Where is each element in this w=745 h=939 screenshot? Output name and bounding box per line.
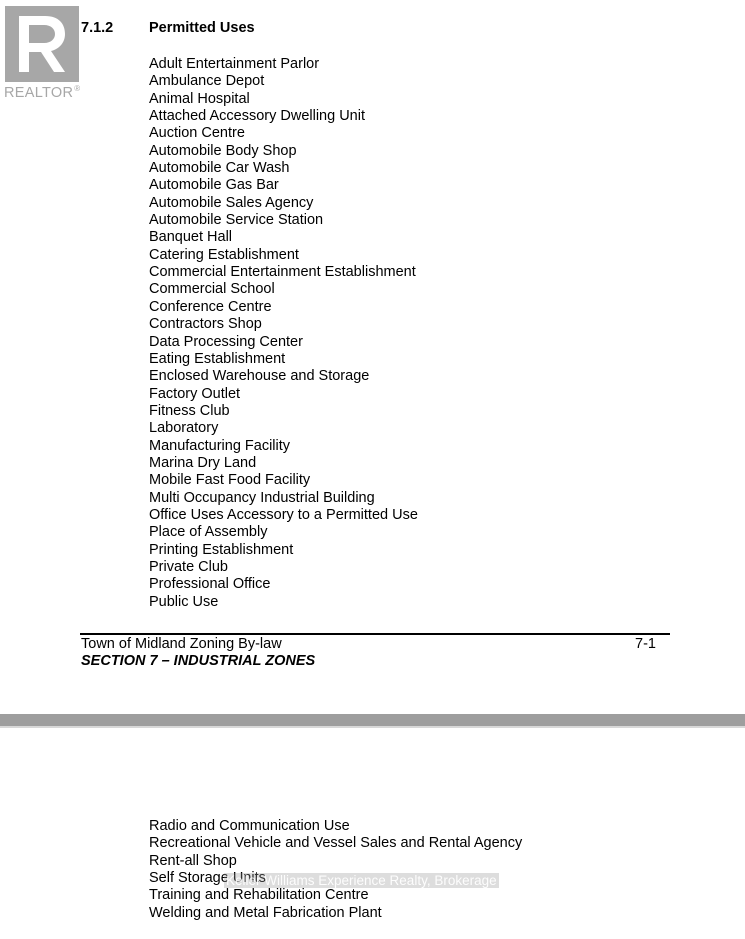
list-item: Commercial Entertainment Establishment (149, 264, 416, 281)
footer-divider (80, 633, 670, 635)
list-item: Public Use (149, 593, 219, 610)
list-item: Contractors Shop (149, 316, 262, 333)
realtor-logo-box (5, 6, 79, 82)
list-item: Multi Occupancy Industrial Building (149, 489, 375, 506)
list-item: Fitness Club (149, 402, 230, 419)
footer-section-title: SECTION 7 – INDUSTRIAL ZONES (81, 653, 316, 669)
list-item: Attached Accessory Dwelling Unit (149, 108, 365, 125)
list-item: Printing Establishment (149, 541, 294, 558)
realtor-logo (4, 6, 90, 102)
list-item: Recreational Vehicle and Vessel Sales and Rental Agency (149, 835, 523, 852)
list-item: Ambulance Depot (149, 73, 265, 90)
section-number: 7.1.2 (81, 20, 114, 36)
list-item: Laboratory (149, 420, 219, 437)
permitted-uses-list-continued (149, 818, 522, 922)
list-item: Radio and Communication Use (149, 818, 350, 834)
list-item: Commercial School (149, 281, 275, 298)
list-item: Welding and Metal Fabrication Plant (149, 904, 382, 921)
page-separator (0, 714, 745, 726)
list-item: Data Processing Center (149, 333, 303, 350)
permitted-uses-list (149, 56, 418, 611)
realtor-r-icon (5, 6, 79, 82)
list-item: Place of Assembly (149, 524, 268, 541)
list-item: Banquet Hall (149, 229, 233, 246)
brokerage-watermark: Keller Williams Experience Realty, Brokerage (226, 873, 497, 888)
list-item: Marina Dry Land (149, 454, 257, 471)
list-item: Professional Office (149, 576, 271, 593)
list-item: Eating Establishment (149, 350, 286, 367)
list-item: Automobile Service Station (149, 212, 324, 229)
list-item: Training and Rehabilitation Centre (149, 887, 369, 904)
footer-document-title: Town of Midland Zoning By-law (81, 636, 282, 652)
list-item: Private Club (149, 558, 228, 575)
list-item: Adult Entertainment Parlor (149, 56, 320, 72)
list-item: Office Uses Accessory to a Permitted Use (149, 506, 418, 523)
list-item: Automobile Car Wash (149, 160, 290, 177)
list-item: Manufacturing Facility (149, 437, 291, 454)
footer-page-number: 7-1 (635, 636, 656, 652)
page-separator-shadow (0, 726, 745, 728)
list-item: Automobile Gas Bar (149, 177, 279, 194)
list-item: Automobile Body Shop (149, 142, 297, 159)
list-item: Catering Establishment (149, 246, 299, 263)
list-item: Conference Centre (149, 298, 272, 315)
list-item: Enclosed Warehouse and Storage (149, 368, 370, 385)
section-title: Permitted Uses (149, 20, 255, 36)
list-item: Factory Outlet (149, 385, 241, 402)
realtor-logo-text: REALTOR® (4, 84, 81, 101)
list-item: Auction Centre (149, 125, 245, 142)
list-item: Automobile Sales Agency (149, 194, 314, 211)
list-item: Mobile Fast Food Facility (149, 472, 311, 489)
list-item: Self Storage Units (149, 870, 266, 887)
list-item: Rent-all Shop (149, 852, 237, 869)
list-item: Animal Hospital (149, 90, 250, 107)
